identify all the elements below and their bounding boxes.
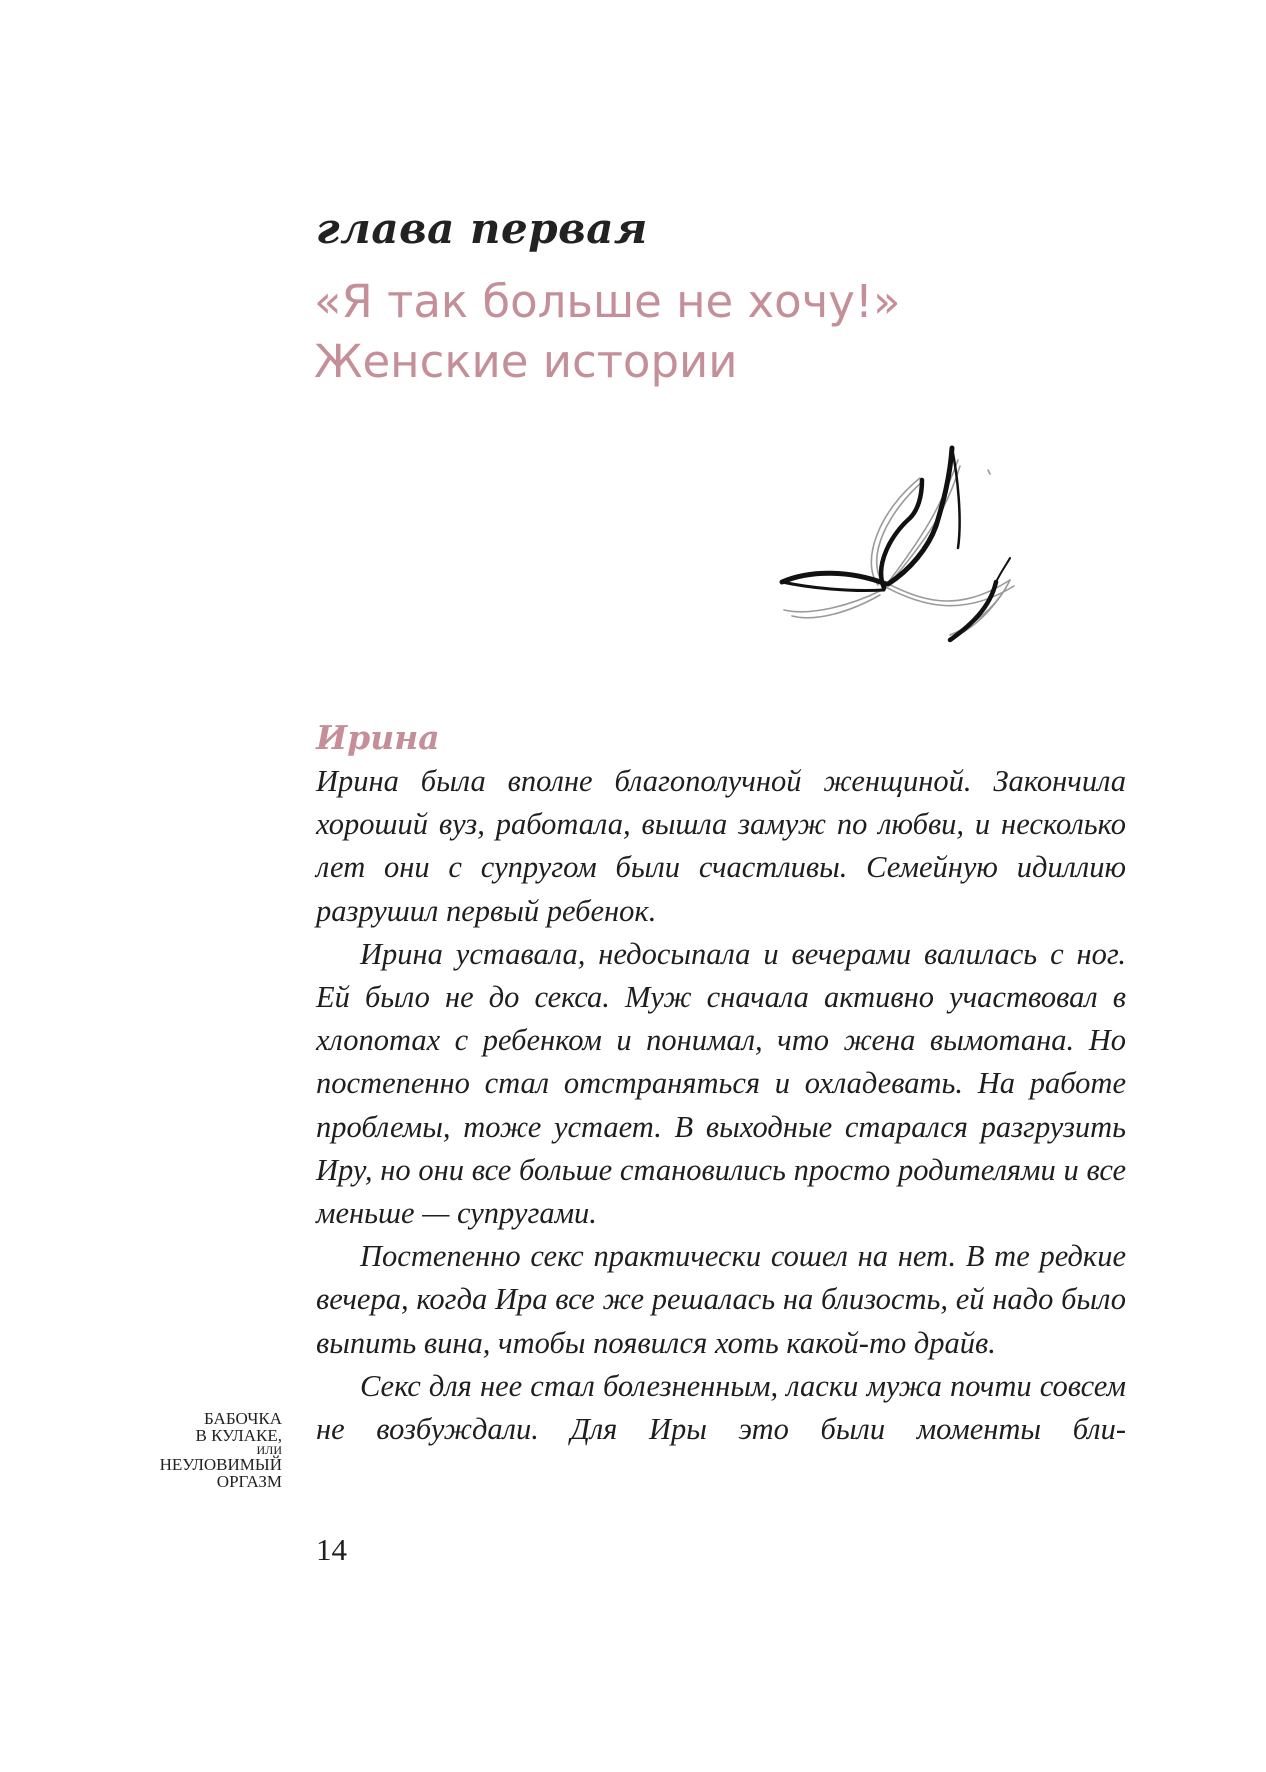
chapter-title-line-1: «Я так больше не хочу!»: [314, 275, 901, 328]
chapter-title: [314, 272, 1074, 392]
paragraph: Ирина уставала, недосыпала и вечерами валилась с ног. Ей было не до секса. Муж сначала активно участвовал в хлопотах с ребенком и понимал, что жена вымотана. Но постепенно стал отстраняться и охладевать. На работе проблемы, тоже устает. В выходные старался разгрузить Иру, но они все больше становились просто родителями и все меньше — супругами.: [316, 936, 1126, 1231]
chapter-label: глава первая: [316, 204, 648, 253]
running-title-line: В КУЛАКЕ,: [195, 1426, 282, 1445]
paragraph: Ирина была вполне благополучной женщиной. Закончила хороший вуз, работала, вышла замуж по любви, и несколько лет они с супругом были счастливы. Семейную идиллию разрушил первый ребенок.: [316, 764, 1126, 928]
running-title: [110, 1410, 282, 1490]
running-title-line: ОРГАЗМ: [216, 1472, 282, 1491]
butterfly-icon: [770, 430, 1030, 660]
paragraph: Постепенно секс практически сошел на нет. В те редкие вечера, когда Ира все же решалась на близость, ей надо было выпить вина, чтобы появился хоть какой-то драйв.: [316, 1239, 1126, 1360]
running-title-line: НЕУЛОВИМЫЙ: [159, 1455, 282, 1474]
paragraph: Секс для нее стал болезненным, ласки мужа почти совсем не возбуждали. Для Иры это были моменты бли-: [316, 1368, 1126, 1447]
chapter-title-line-2: Женские истории: [314, 335, 738, 388]
page-number: 14: [316, 1532, 347, 1567]
section-heading: Ирина: [316, 718, 440, 757]
running-title-line: ИЛИ: [256, 1443, 282, 1457]
body-text: [316, 760, 1126, 1451]
running-title-line: БАБОЧКА: [204, 1409, 282, 1428]
